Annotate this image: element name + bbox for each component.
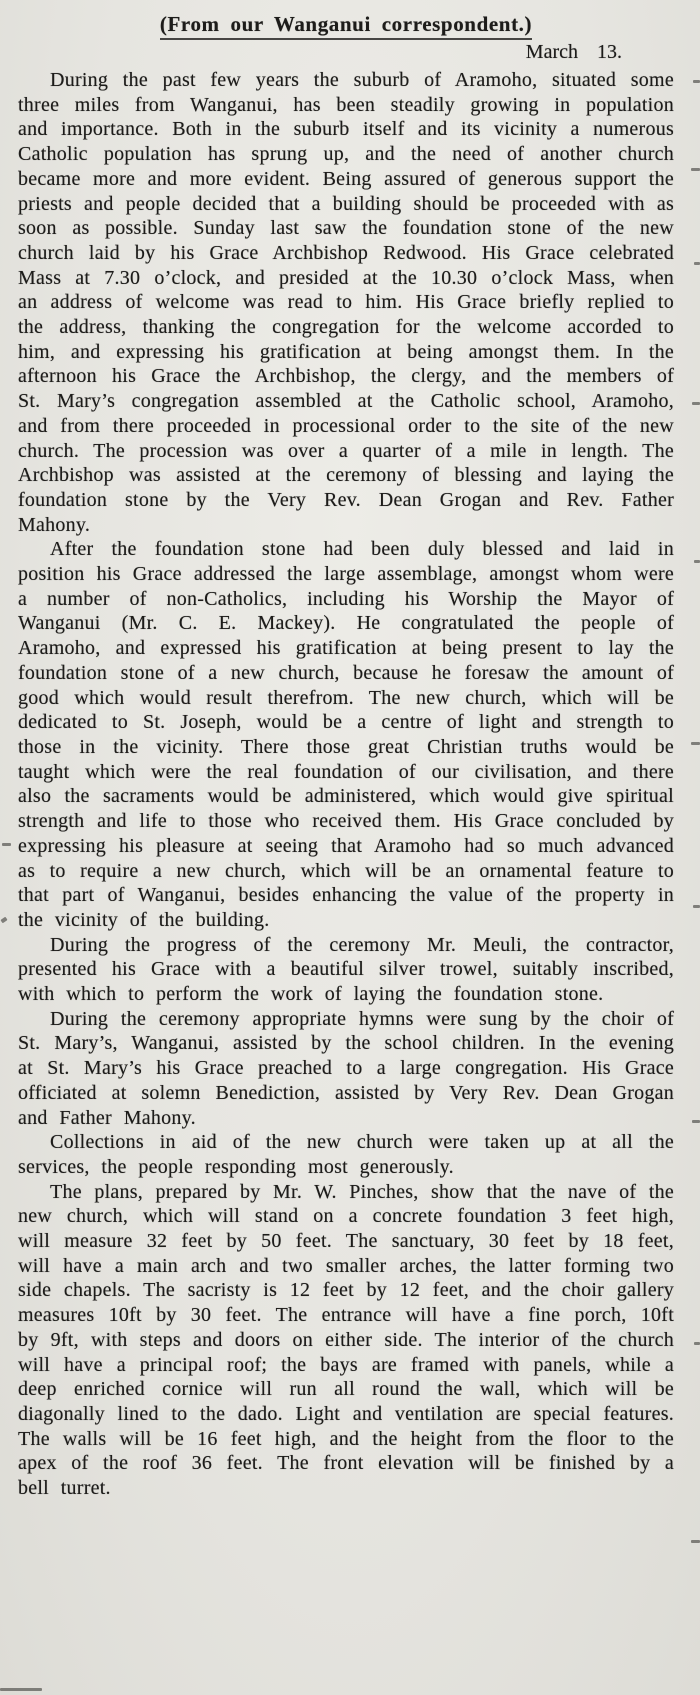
article-paragraph: After the foundation stone had been duly blessed and laid in position his Grace addressed the large assemblage, amongst whom were a number of non-Catholics, including his Worship the Mayor of Wanganui (Mr. C. E. Mackey). He congratulated the people of Aramoho, and expressed his gratification at being present to lay the foundation stone of a new church, because he foresaw the amount of good which would result therefrom. The new church, which will be dedicated to St. Joseph, would be a centre of light and strength to those in the vicinity. There those great Christian truths would be taught which were the real foundation of our civilisation, and there also the sacraments would be administered, which would give spiritual strength and life to those who received them. His Grace concluded by expressing his pleasure at seeing that Aramoho had so much advanced as to require a new church, which will be an ornamental feature to that part of Wanganui, besides enhancing the value of the property in the vicinity of the building.	[18, 538, 674, 931]
article-paragraph: The plans, prepared by Mr. W. Pinches, show that the nave of the new church, which will stand on a concrete foundation 3 feet high, will measure 32 feet by 50 feet. The sanctuary, 30 feet by 18 feet, will have a main arch and two smaller arches, the latter forming two side chapels. The sacristy is 12 feet by 12 feet, and the choir gallery measures 10ft by 30 feet. The entrance will have a fine porch, 10ft by 9ft, with steps and doors on either side. The interior of the church will have a principal roof; the bays are framed with panels, while a deep enriched cornice will run all round the wall, which will be diagonally lined to the dado. Light and ventilation are special features. The walls will be 16 feet high, and the height from the floor to the apex of the roof 36 feet. The front elevation will be finished by a bell turret.	[18, 1180, 674, 1500]
byline	[18, 12, 674, 40]
dateline: March 13.	[525, 41, 622, 63]
scan-artifact	[0, 1688, 42, 1691]
scan-artifact	[692, 402, 700, 405]
scan-artifact	[694, 560, 700, 563]
scan-artifact	[692, 1120, 700, 1123]
scan-artifact	[694, 262, 700, 265]
article-paragraph: During the past few years the suburb of Aramoho, situated some three miles from Wanganui, has been steadily growing in population and importance. Both in the suburb itself and its vicinity a numerous Catholic population has sprung up, and the need of another church became more and more evident. Being assured of generous support the priests and people decided that a building should be proceeded with as soon as possible. Sunday last saw the foundation stone of the new church laid by his Grace Archbishop Redwood. His Grace celebrated Mass at 7.30 o’clock, and presided at the 10.30 o’clock Mass, when an address of welcome was read to him. His Grace briefly replied to the address, thanking the congregation for the welcome accorded to him, and expressing his gratification at being amongst them. In the afternoon his Grace the Archbishop, the clergy, and the members of St. Mary’s congregation assembled at the Catholic school, Aramoho, and from there proceeded in processional order to the site of the new church. The procession was over a quarter of a mile in length. The Archbishop was assisted at the ceremony of blessing and laying the foundation stone by the Very Rev. Dean Grogan and Rev. Father Mahony.	[18, 69, 674, 536]
scan-artifact	[691, 168, 700, 171]
scan-artifact	[693, 80, 700, 83]
article-paragraph: Collections in aid of the new church were taken up at all the services, the people responding most generously.	[18, 1131, 674, 1178]
scan-artifact	[2, 843, 11, 846]
byline-text: (From our Wanganui correspondent.)	[160, 12, 532, 40]
article-body	[18, 68, 674, 1501]
scan-artifact	[691, 742, 700, 745]
article-paragraph: During the ceremony appropriate hymns were sung by the choir of St. Mary’s, Wanganui, assisted by the school children. In the evening at St. Mary’s his Grace preached to a large congregation. His Grace officiated at solemn Benediction, assisted by Very Rev. Dean Grogan and Father Mahony.	[18, 1007, 674, 1129]
scan-artifact	[694, 1342, 700, 1345]
scan-artifact	[693, 905, 700, 908]
scan-artifact	[0, 917, 7, 924]
article-paragraph: During the progress of the ceremony Mr. Meuli, the contractor, presented his Grace with a beautiful silver trowel, suitably inscribed, with which to perform the work of laying the foundation stone.	[18, 933, 674, 1006]
scan-artifact	[691, 1540, 700, 1543]
